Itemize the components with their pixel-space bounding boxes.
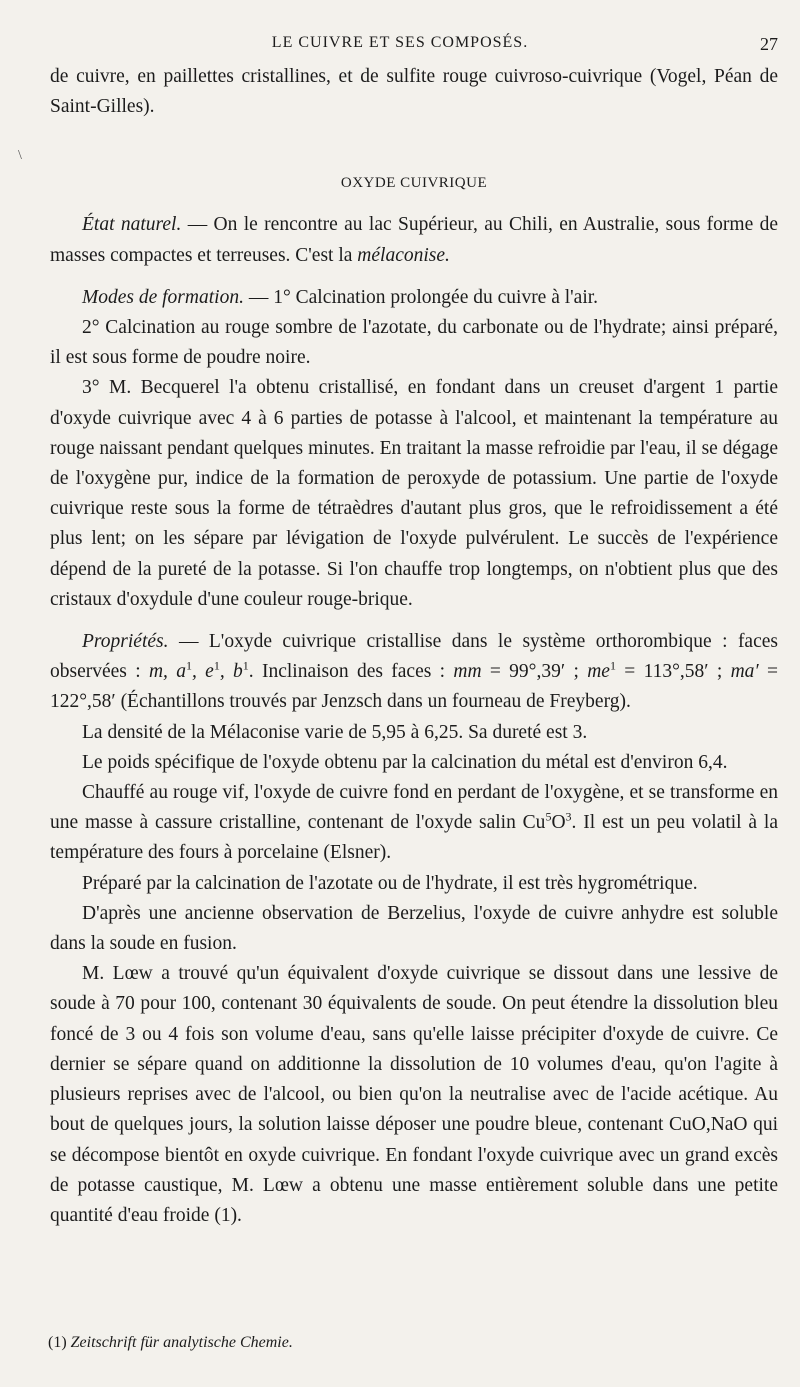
etat-naturel-label: État naturel. (82, 214, 182, 236)
modes-formation-text: — 1° Calcination prolongée du cuivre à l'air. (243, 286, 599, 308)
chauffe-text-1: Chauffé au rouge vif, l'oxyde de cuivre fond en perdant de l'oxygène, et se transforme en une masse à cassure cristalline, contenant de l'oxyde salin Cu (50, 782, 778, 834)
page-number: 27 (760, 34, 778, 54)
page-header (0, 32, 800, 58)
page-content (50, 62, 778, 1231)
angle-ma: ma′ (730, 661, 759, 683)
sup-a: 1 (185, 658, 192, 673)
margin-mark: \ (18, 148, 22, 163)
angle-me: me (587, 661, 610, 683)
sup-me: 1 (609, 658, 616, 673)
paragraph-modes-2: 2° Calcination au rouge sombre de l'azotate, du carbonate ou de l'hydrate; ainsi préparé, il est sous forme de poudre noire. (50, 317, 778, 369)
chauffe-o: O (551, 812, 566, 834)
proprietes-label: Propriétés. (82, 631, 169, 653)
section-title: OXYDE CUIVRIQUE (340, 175, 488, 192)
melaconise-term: mélaconise. (357, 244, 450, 266)
sup-o: 3 (565, 809, 572, 824)
paragraph-berzelius: D'après une ancienne observation de Berzelius, l'oxyde de cuivre anhydre est soluble dans la soude en fusion. (50, 902, 778, 955)
paragraph-densite: La densité de la Mélaconise varie de 5,95 à 6,25. Sa dureté est 3. (82, 721, 588, 743)
footnote-text: Zeitschrift für analytische Chemie. (70, 1334, 293, 1351)
running-title: LE CUIVRE ET SES COMPOSÉS. (271, 34, 529, 51)
modes-formation-label: Modes de formation. (82, 286, 244, 308)
paragraph-proprietes (50, 627, 778, 718)
paragraph-poids-specifique: Le poids spécifique de l'oxyde obtenu par la calcination du métal est d'environ 6,4. (82, 751, 728, 773)
sup-cu: 5 (545, 809, 552, 824)
angle-mm-value: = 99°,39′ ; (481, 661, 588, 683)
footnote-marker: (1) (48, 1334, 67, 1351)
paragraph-prepare: Préparé par la calcination de l'azotate ou de l'hydrate, il est très hygrométrique. (82, 872, 698, 894)
angle-me-value: = 113°,58′ ; (615, 661, 731, 683)
faces-e: , e (191, 661, 214, 683)
paragraph-modes-3: 3° M. Becquerel l'a obtenu cristallisé, en fondant dans un creuset d'argent 1 partie d'oxyde cuivrique avec 4 à 6 parties de potasse à l'alcool, et maintenant la température au rouge naissant pendant quelques minutes. En traitant la masse refroidie par l'eau, il se dégage de l'oxygène pur, indice de la formation de peroxyde de potassium. Une partie de l'oxyde cuivrique reste sous la forme de tétraèdres d'autant plus gros, que le refroidissement a été plus lent; on les sépare par lévigation de l'oxyde pulvérulent. Le succès de l'expérience dépend de la pureté de la potasse. Si l'on chauffe trop longtemps, on n'obtient plus que des cristaux d'oxydule d'une couleur rouge-brique. (50, 377, 778, 610)
proprietes-text-2: . Inclinaison des faces : (248, 661, 454, 683)
paragraph-etat-naturel (50, 210, 778, 270)
paragraph-modes-formation (50, 283, 778, 313)
footnote (48, 1332, 768, 1354)
sup-b: 1 (242, 658, 249, 673)
paragraph-loew: M. Lœw a trouvé qu'un équivalent d'oxyde cuivrique se dissout dans une lessive de soude à 70 pour 100, contenant 30 équivalents de soude. On peut étendre la dissolution bleu foncé de 3 ou 4 fois son volume d'eau, sans qu'elle laisse précipiter d'oxyde de cuivre. Ce dernier se sépare quand on additionne la dissolution de 10 volumes d'eau, qu'on l'agite à plusieurs reprises avec de l'alcool, ou bien qu'on la neutralise avec de l'acide acétique. Au bout de quelques jours, la solution laisse déposer une poudre bleue, contenant CuO,NaO qui se décompose bientôt en oxyde cuivrique. En fondant l'oxyde cuivrique avec un grand excès de potasse caustique, M. Lœw a obtenu une masse entièrement soluble dans une petite quantité d'eau froide (1). (50, 963, 778, 1226)
chauffe-text-2: . Il est un peu volatil à la température des fours à porcelaine (Elsner). (50, 812, 778, 864)
proprietes-text-1: — L'oxyde cuivrique cristallise dans le système orthorombique : faces observées : (50, 631, 778, 683)
faces-m-a: m, a (148, 661, 186, 683)
paragraph-chauffe (50, 778, 778, 869)
angle-mm: mm (453, 661, 482, 683)
faces-b: , b (219, 661, 243, 683)
sup-e: 1 (213, 658, 220, 673)
paragraph-continuation: de cuivre, en paillettes cristallines, et de sulfite rouge cuivroso-cuivrique (Vogel, Péan de Saint-Gilles). (50, 66, 778, 118)
etat-naturel-text: — On le rencontre au lac Supérieur, au Chili, en Australie, sous forme de masses compactes et terreuses. C'est la (50, 214, 778, 266)
angle-ma-value: = 122°,58′ (Échantillons trouvés par Jenzsch dans un fourneau de Freyberg). (50, 661, 779, 713)
